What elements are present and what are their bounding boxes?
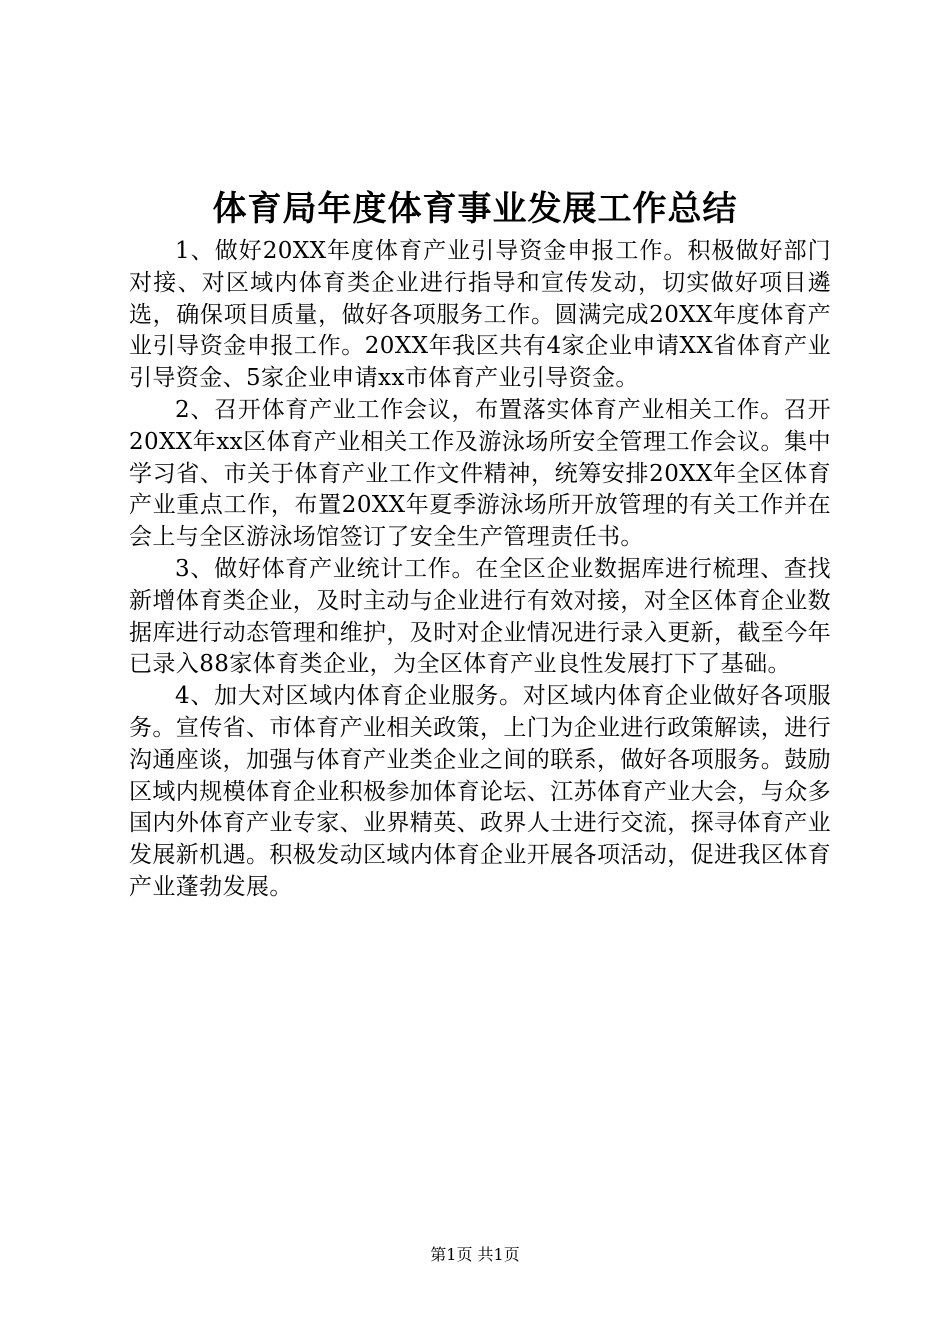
paragraph-1: 1、做好20XX年度体育产业引导资金申报工作。积极做好部门对接、对区域内体育类企业进行指导和宣传发动，切实做好项目遴选，确保项目质量，做好各项服务工作。圆满完成20XX年度体育产业引导资金申报工作。20XX年我区共有4家企业申请XX省体育产业引导资金、5家企业申请xx市体育产业引导资金。 bbox=[129, 238, 831, 392]
paragraph-3: 3、做好体育产业统计工作。在全区企业数据库进行梳理、查找新增体育类企业，及时主动与企业进行有效对接，对全区体育企业数据库进行动态管理和维护，及时对企业情况进行录入更新，截至今年已录入88家体育类企业，为全区体育产业良性发展打下了基础。 bbox=[129, 555, 831, 678]
document-body bbox=[129, 236, 831, 904]
document-title: 体育局年度体育事业发展工作总结 bbox=[212, 189, 738, 229]
page-footer: 第1页 共1页 bbox=[430, 1245, 520, 1264]
paragraph-4: 4、加大对区域内体育企业服务。对区域内体育企业做好各项服务。宣传省、市体育产业相关政策，上门为企业进行政策解读，进行沟通座谈，加强与体育产业类企业之间的联系，做好各项服务。鼓励区域内规模体育企业积极参加体育论坛、江苏体育产业大会，与众多国内外体育产业专家、业界精英、政界人士进行交流，探寻体育产业发展新机遇。积极发动区域内体育企业开展各项活动，促进我区体育产业蓬勃发展。 bbox=[129, 683, 831, 900]
paragraph-2: 2、召开体育产业工作会议，布置落实体育产业相关工作。召开20XX年xx区体育产业相关工作及游泳场所安全管理工作会议。集中学习省、市关于体育产业工作文件精神，统筹安排20XX年全区体育产业重点工作，布置20XX年夏季游泳场所开放管理的有关工作并在会上与全区游泳场馆签订了安全生产管理责任书。 bbox=[129, 396, 831, 551]
